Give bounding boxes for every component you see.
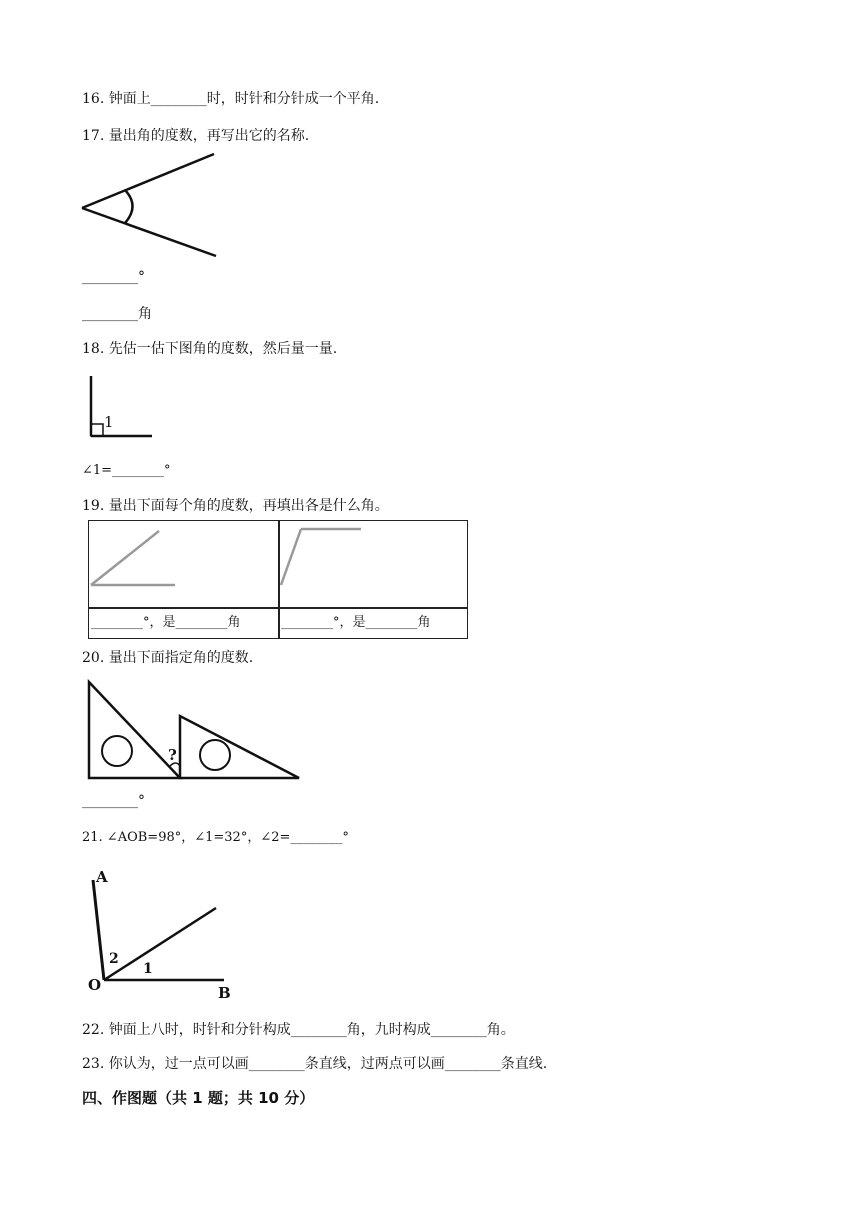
q17-angle-figure bbox=[78, 150, 223, 262]
question-16: 16. 钟面上________时，时针和分针成一个平角. bbox=[82, 91, 380, 107]
question-18: 18. 先估一估下图角的度数，然后量一量. bbox=[82, 341, 338, 357]
q19-acute-angle-figure bbox=[89, 527, 179, 589]
q21-label-1: 1 bbox=[143, 961, 153, 977]
q18-angle-label: 1 bbox=[104, 413, 114, 431]
question-22: 22. 钟面上八时，时针和分针构成________角，九时构成________角。 bbox=[82, 1022, 515, 1038]
q17-degree-answer: ________° bbox=[82, 269, 145, 285]
q21-label-2: 2 bbox=[109, 951, 119, 967]
q19-cell-1: ________°，是________角 bbox=[91, 615, 241, 630]
q18-right-angle-figure bbox=[84, 372, 156, 440]
q19-obtuse-angle-figure bbox=[279, 527, 369, 589]
question-21: 21. ∠AOB=98°，∠1=32°，∠2=________° bbox=[82, 830, 349, 845]
question-17: 17. 量出角的度数，再写出它的名称. bbox=[82, 128, 310, 144]
q21-label-o: O bbox=[88, 976, 102, 994]
q20-answer: ________° bbox=[82, 793, 145, 809]
q21-label-b: B bbox=[218, 984, 231, 1002]
q20-triangles-figure bbox=[84, 678, 304, 782]
q19-table bbox=[88, 520, 468, 639]
q17-name-answer: ________角 bbox=[82, 306, 152, 322]
question-23: 23. 你认为，过一点可以画________条直线，过两点可以画________条直线. bbox=[82, 1056, 548, 1072]
section-4-heading: 四、作图题（共 1 题；共 10 分） bbox=[82, 1089, 315, 1107]
question-19: 19. 量出下面每个角的度数，再填出各是什么角。 bbox=[82, 498, 389, 514]
q18-answer: ∠1=________° bbox=[82, 463, 171, 478]
q20-question-mark: ? bbox=[168, 746, 177, 764]
question-20: 20. 量出下面指定角的度数. bbox=[82, 650, 254, 666]
q19-cell-2: ________°，是________角 bbox=[281, 615, 431, 630]
q21-label-a: A bbox=[96, 868, 108, 886]
